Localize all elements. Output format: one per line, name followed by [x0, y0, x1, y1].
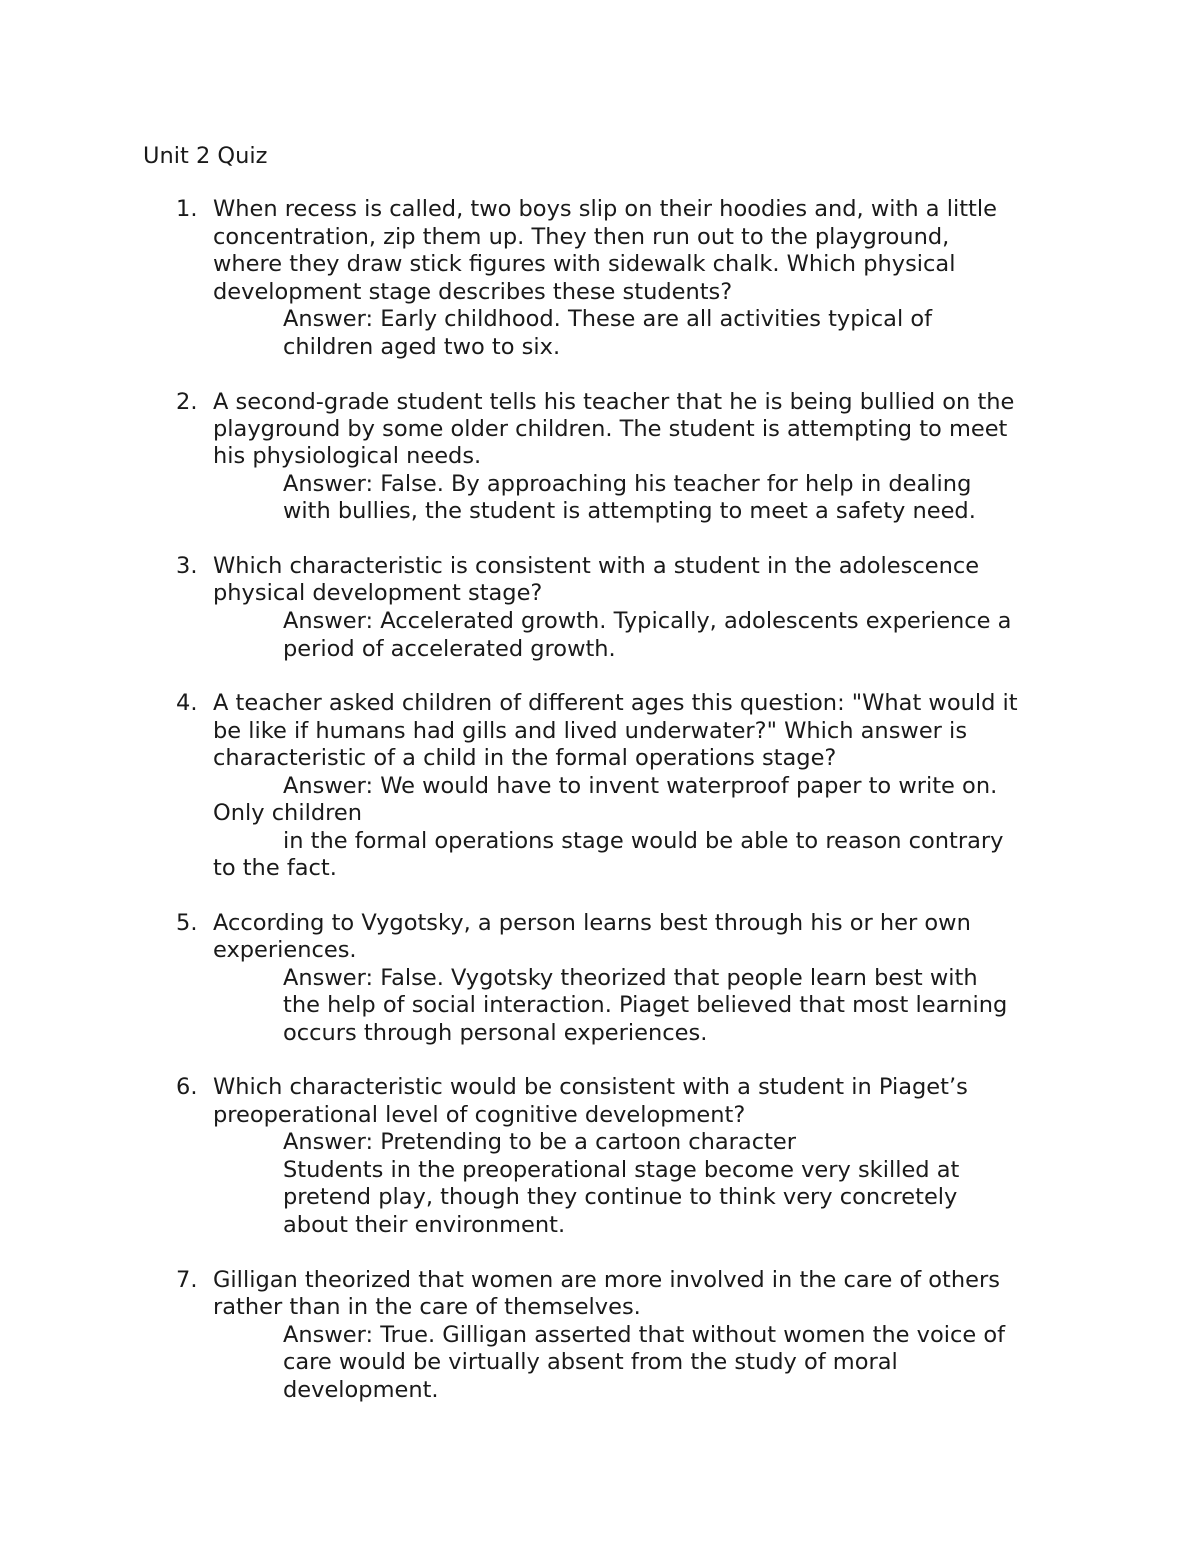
question-text: A second-grade student tells his teacher that he is being bullied on the — [213, 389, 1015, 415]
question-number: 7. — [176, 1267, 198, 1293]
question-number: 6. — [176, 1074, 198, 1100]
answer-text: in the formal operations stage would be able to reason contrary — [283, 828, 1004, 854]
question-text: be like if humans had gills and lived underwater?" Which answer is — [213, 718, 968, 744]
question-text: Gilligan theorized that women are more involved in the care of others — [213, 1267, 1000, 1293]
question-text: When recess is called, two boys slip on their hoodies and, with a little — [213, 196, 997, 222]
answer-text: Answer: Early childhood. These are all activities typical of — [283, 306, 933, 332]
question-text: playground by some older children. The student is attempting to meet — [213, 416, 1008, 442]
answer-text: Answer: False. Vygotsky theorized that people learn best with — [283, 965, 978, 991]
question-text: A teacher asked children of different ages this question: "What would it — [213, 690, 1018, 716]
question-number: 5. — [176, 910, 198, 936]
question-text: Which characteristic is consistent with a student in the adolescence — [213, 553, 980, 579]
question-text: rather than in the care of themselves. — [213, 1294, 641, 1320]
question-text: development stage describes these students? — [213, 279, 733, 305]
answer-text: with bullies, the student is attempting to meet a safety need. — [283, 498, 976, 524]
answer-text: period of accelerated growth. — [283, 636, 616, 662]
question-text: his physiological needs. — [213, 443, 482, 469]
answer-text: Answer: We would have to invent waterproof paper to write on. — [283, 773, 998, 799]
answer-text: children aged two to six. — [283, 334, 561, 360]
answer-text: about their environment. — [283, 1212, 566, 1238]
answer-text: pretend play, though they continue to think very concretely — [283, 1184, 958, 1210]
question-text: concentration, zip them up. They then run out to the playground, — [213, 224, 950, 250]
answer-text: Only children — [213, 800, 362, 826]
answer-text: Answer: Accelerated growth. Typically, adolescents experience a — [283, 608, 1012, 634]
answer-text: the help of social interaction. Piaget believed that most learning — [283, 992, 1008, 1018]
answer-text: Answer: True. Gilligan asserted that without women the voice of — [283, 1322, 1006, 1348]
question-text: Which characteristic would be consistent with a student in Piaget’s — [213, 1074, 968, 1100]
answer-text: occurs through personal experiences. — [283, 1020, 708, 1046]
answer-text: Answer: False. By approaching his teacher for help in dealing — [283, 471, 972, 497]
answer-text: to the fact. — [213, 855, 337, 881]
question-number: 3. — [176, 553, 198, 579]
answer-text: care would be virtually absent from the study of moral — [283, 1349, 898, 1375]
document-title: Unit 2 Quiz — [143, 143, 268, 169]
question-number: 1. — [176, 196, 198, 222]
answer-text: Students in the preoperational stage become very skilled at — [283, 1157, 960, 1183]
answer-text: Answer: Pretending to be a cartoon character — [283, 1129, 797, 1155]
question-text: experiences. — [213, 937, 357, 963]
question-text: characteristic of a child in the formal operations stage? — [213, 745, 837, 771]
question-text: preoperational level of cognitive development? — [213, 1102, 746, 1128]
question-text: physical development stage? — [213, 580, 543, 606]
answer-text: development. — [283, 1377, 439, 1403]
question-number: 2. — [176, 389, 198, 415]
question-text: where they draw stick figures with sidewalk chalk. Which physical — [213, 251, 956, 277]
question-text: According to Vygotsky, a person learns best through his or her own — [213, 910, 971, 936]
question-number: 4. — [176, 690, 198, 716]
